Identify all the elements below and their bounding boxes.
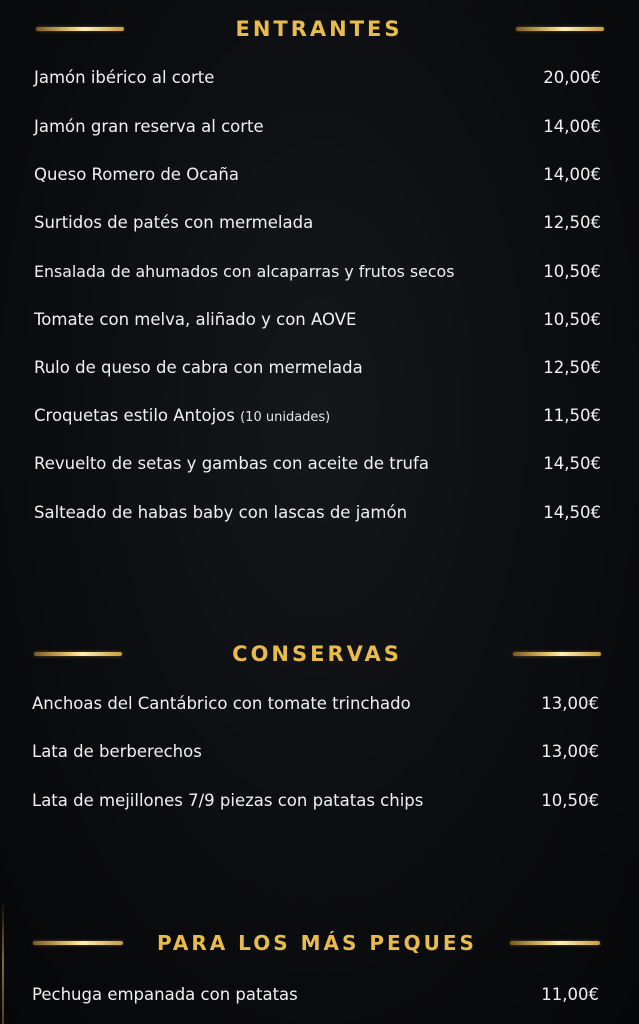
item-name: Surtidos de patés con mermelada — [34, 213, 314, 232]
gold-divider-right — [510, 941, 600, 945]
section-peques — [0, 923, 639, 963]
item-price: 11,00€ — [541, 985, 599, 1004]
item-note: (10 unidades) — [240, 410, 331, 425]
item-name: Lata de berberechos — [32, 742, 202, 761]
item-price: 14,00€ — [543, 117, 601, 136]
menu-item — [0, 689, 639, 719]
menu-item — [0, 257, 639, 287]
menu-item — [0, 449, 639, 479]
item-name: Pechuga empanada con patatas — [32, 985, 298, 1004]
item-price: 11,50€ — [543, 406, 601, 425]
item-price: 14,50€ — [543, 503, 601, 522]
item-price: 10,50€ — [541, 791, 599, 810]
section-header — [0, 9, 639, 49]
item-name: Rulo de queso de cabra con mermelada — [34, 358, 363, 377]
menu-item — [0, 112, 639, 142]
section-title: PARA LOS MÁS PEQUES — [157, 931, 477, 955]
section-title: CONSERVAS — [232, 642, 402, 666]
item-name-text: Croquetas estilo Antojos — [34, 406, 235, 425]
section-header — [0, 634, 639, 674]
menu-item — [0, 160, 639, 190]
menu-item — [0, 208, 639, 238]
menu-item — [0, 353, 639, 383]
gold-divider-right — [513, 652, 601, 656]
section-title: ENTRANTES — [235, 17, 403, 41]
item-price: 14,50€ — [543, 454, 601, 473]
item-price: 12,50€ — [543, 358, 601, 377]
menu-item — [0, 737, 639, 767]
section-header — [0, 923, 639, 963]
menu-item — [0, 498, 639, 528]
item-price: 10,50€ — [543, 262, 601, 281]
item-price: 12,50€ — [543, 213, 601, 232]
item-name: Jamón gran reserva al corte — [34, 117, 264, 136]
item-price: 10,50€ — [543, 310, 601, 329]
item-price: 13,00€ — [541, 742, 599, 761]
menu-item — [0, 305, 639, 335]
item-price: 14,00€ — [543, 165, 601, 184]
item-name: Lata de mejillones 7/9 piezas con patatas chips — [32, 791, 424, 810]
gold-divider-left — [34, 652, 122, 656]
item-name: Salteado de habas baby con lascas de jamón — [34, 503, 408, 522]
item-name: Tomate con melva, aliñado y con AOVE — [34, 310, 357, 329]
gold-divider-left — [33, 941, 123, 945]
section-entrantes — [0, 9, 639, 49]
menu-item — [0, 786, 639, 816]
section-conservas — [0, 634, 639, 674]
item-name: Revuelto de setas y gambas con aceite de trufa — [34, 454, 429, 473]
item-name: Ensalada de ahumados con alcaparras y frutos secos — [34, 262, 455, 281]
item-price: 20,00€ — [543, 68, 601, 87]
menu-item — [0, 401, 639, 431]
item-name: Anchoas del Cantábrico con tomate trinchado — [32, 694, 411, 713]
item-name: Jamón ibérico al corte — [34, 68, 215, 87]
item-price: 13,00€ — [541, 694, 599, 713]
item-name: Queso Romero de Ocaña — [34, 165, 239, 184]
menu-item — [0, 63, 639, 93]
gold-divider-right — [516, 27, 604, 31]
menu-item — [0, 980, 639, 1010]
item-name — [34, 401, 330, 433]
gold-divider-left — [36, 27, 124, 31]
